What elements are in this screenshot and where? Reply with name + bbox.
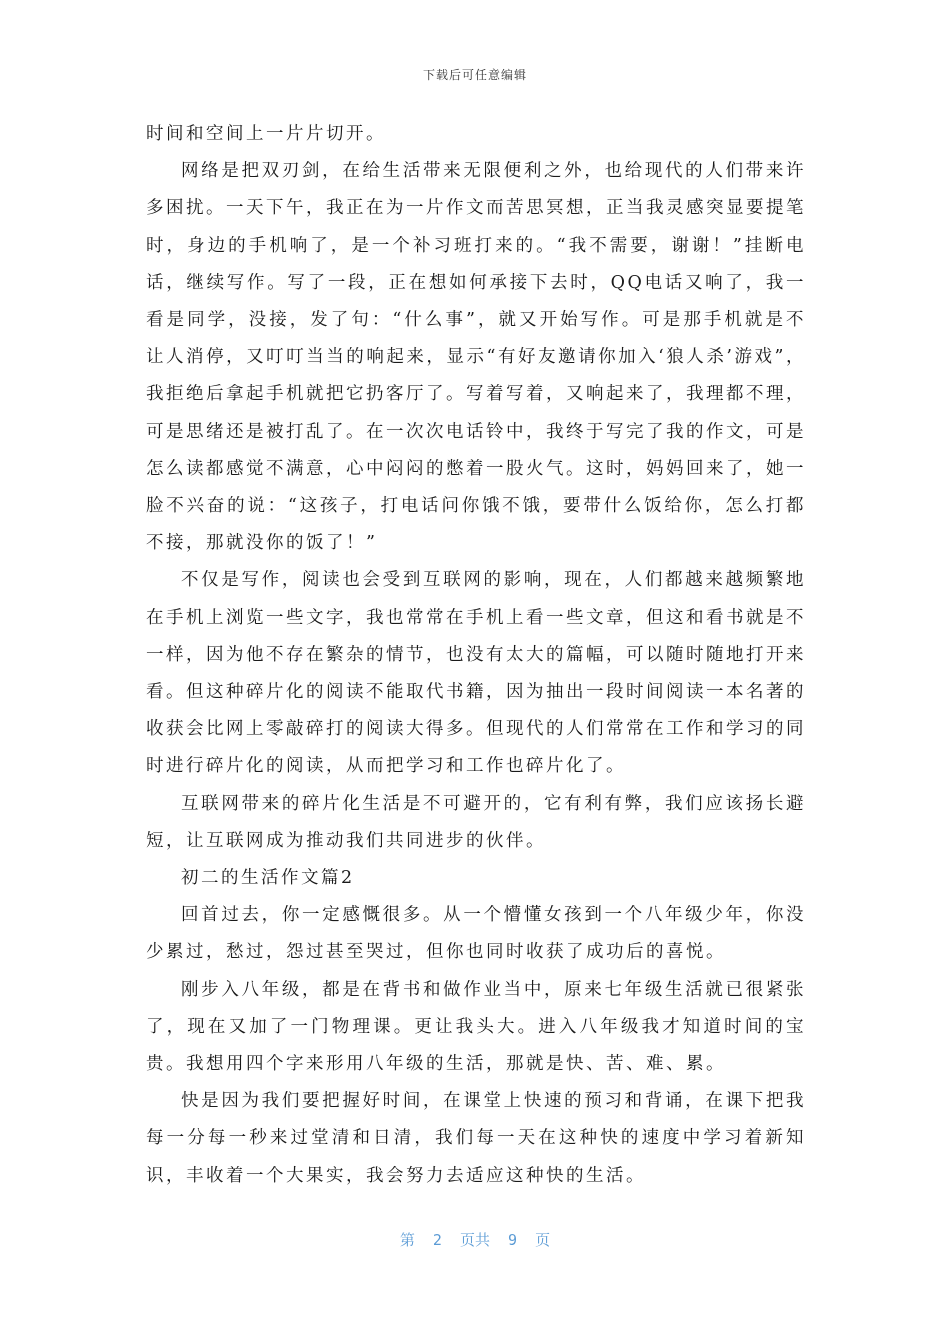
- paragraph-reading-impact: 不仅是写作，阅读也会受到互联网的影响，现在，人们都越来越频繁地在手机上浏览一些文字，我也常常在手机上看一些文章，但这和看书就是不一样，因为他不存在繁杂的情节，也没有太大的篇幅，可以随时随地打开来看。但这种碎片化的阅读不能取代书籍，因为抽出一段时间阅读一本名著的收获会比网上零敲碎打的阅读大得多。但现代的人们常常在工作和学习的同时进行碎片化的阅读，从而把学习和工作也碎片化了。: [146, 570, 806, 777]
- paragraph-network-double-edged: 网络是把双刃剑，在给生活带来无限便利之外，也给现代的人们带来许多困扰。一天下午，我正在为一片作文而苦思冥想，正当我灵感突显要提笔时，身边的手机响了，是一个补习班打来的。“我不需要，谢谢！”挂断电话，继续写作。写了一段，正在想如何承接下去时，QQ电话又响了，我一看是同学，没接，发了句：“什么事”，就又开始写作。可是那手机就是不让人消停，又叮叮当当的响起来，显示“有好友邀请你加入‘狼人杀’游戏”，我拒绝后拿起手机就把它扔客厅了。写着写着，又响起来了，我理都不理，可是思绪还是被打乱了。在一次次电话铃中，我终于写完了我的作文，可是怎么读都感觉不满意，心中闷闷的憋着一股火气。这时，妈妈回来了，她一脸不兴奋的说：“这孩子，打电话问你饿不饿，要带什么饭给你，怎么打都不接，那就没你的饭了！”: [146, 161, 806, 554]
- paragraph-conclusion: 互联网带来的碎片化生活是不可避开的，它有利有弊，我们应该扬长避短，让互联网成为推动我们共同进步的伙伴。: [146, 793, 806, 851]
- page-footer-page-number: 第 2 页共 9 页: [399, 1231, 551, 1249]
- document-body: [146, 116, 806, 1195]
- paragraph-looking-back: 回首过去，你一定感慨很多。从一个懵懂女孩到一个八年级少年，你没少累过，愁过，怨过甚至哭过，但你也同时收获了成功后的喜悦。: [146, 905, 806, 963]
- section-heading: 初二的生活作文篇2: [181, 868, 355, 889]
- paragraph-grade-eight: 刚步入八年级，都是在背书和做作业当中，原来七年级生活就已很紧张了，现在又加了一门物理课。更让我头大。进入八年级我才知道时间的宝贵。我想用四个字来形用八年级的生活，那就是快、苦、难、累。: [146, 979, 806, 1075]
- paragraph-fast: 快是因为我们要把握好时间，在课堂上快速的预习和背诵，在课下把我每一分每一秒来过堂清和日清，我们每一天在这种快的速度中学习着新知识，丰收着一个大果实，我会努力去适应这种快的生活。: [146, 1091, 806, 1186]
- page-header: 下载后可任意编辑: [422, 68, 527, 82]
- paragraph-continuation: 时间和空间上一片片切开。: [146, 124, 386, 144]
